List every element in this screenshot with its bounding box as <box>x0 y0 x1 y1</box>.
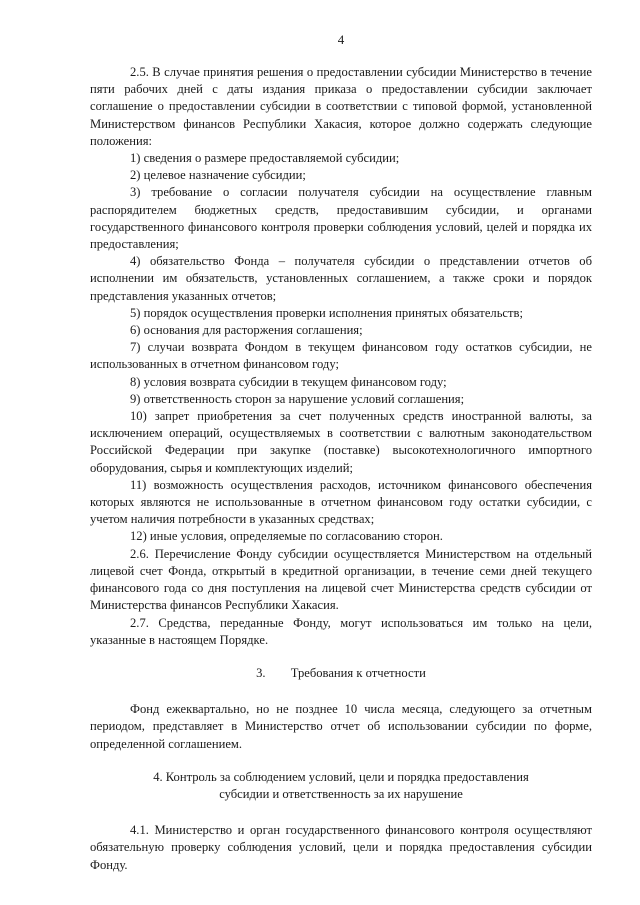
section-3-heading: 3. Требования к отчетности <box>256 665 426 680</box>
list-item-1: 1) сведения о размере предоставляемой субсидии; <box>130 151 400 166</box>
list-item-5: 5) порядок осуществления проверки исполнения принятых обязательств; <box>130 305 523 320</box>
list-item-2: 2) целевое назначение субсидии; <box>130 168 306 183</box>
list-item-4: 4) обязательство Фонда – получателя субсидии о представлении отчетов об исполнении им обязательств, установленных соглашением, а также сроки и порядок представления указанных отчетов; <box>90 254 592 303</box>
list-item-10: 10) запрет приобретения за счет полученных средств иностранной валюты, за исключением операций, осуществляемых в соответствии с валютным законодательством Российской Федерации при закупке (поставке) высокотехнологичного импортного оборудования, сырья и комплектующих изделий; <box>90 409 592 475</box>
section-4-heading-line-1: 4. Контроль за соблюдением условий, цели и порядка предоставления <box>153 769 529 784</box>
list-item-6: 6) основания для расторжения соглашения; <box>130 323 363 338</box>
list-item-7: 7) случаи возврата Фондом в текущем финансовом году остатков субсидии, не использованных в отчетном финансовом году; <box>90 340 592 372</box>
paragraph-2-5: 2.5. В случае принятия решения о предоставлении субсидии Министерство в течение пяти рабочих дней с даты издания приказа о предоставлении субсидии заключает соглашение о предоставлении субсидии в соответствии с типовой формой, установленной Министерством финансов Республики Хакасия, которое должно содержать следующие положения: <box>90 65 592 148</box>
list-item-8: 8) условия возврата субсидии в текущем финансовом году; <box>130 374 447 389</box>
document-body <box>90 64 592 874</box>
document-page <box>90 0 592 905</box>
paragraph-2-6: 2.6. Перечисление Фонду субсидии осуществляется Министерством на отдельный лицевой счет Фонда, открытый в кредитной организации, в течение семи дней текущего финансового года со дня поступления на лицевой счет Министерства средств субсидии от Министерства финансов Республики Хакасия. <box>90 546 592 613</box>
paragraph-2-7: 2.7. Средства, переданные Фонду, могут использоваться им только на цели, указанные в настоящем Порядке. <box>90 615 592 647</box>
list-item-9: 9) ответственность сторон за нарушение условий соглашения; <box>130 391 465 406</box>
section-4-heading-line-2: субсидии и ответственность за их нарушение <box>219 786 463 801</box>
section-4-heading <box>90 769 592 803</box>
page-number: 4 <box>337 32 345 47</box>
list-item-12: 12) иные условия, определяемые по согласованию сторон. <box>130 529 443 544</box>
list-item-11: 11) возможность осуществления расходов, источником финансового обеспечения которых являются не использованные в отчетном финансовом году остатки субсидии, с учетом наличия потребности в указанных средствах; <box>90 477 592 527</box>
section-3-text: Фонд ежеквартально, но не позднее 10 числа месяца, следующего за отчетным периодом, представляет в Министерство отчет об использовании субсидии по форме, определенной соглашением. <box>90 702 592 751</box>
list-item-3: 3) требование о согласии получателя субсидии на осуществление главным распорядителем бюджетных средств, предоставившим субсидии, и органами государственного финансового контроля проверки соблюдения условий, целей и порядка их предоставления; <box>90 185 592 252</box>
section-4-text: 4.1. Министерство и орган государственного финансового контроля осуществляют обязательную проверку соблюдения условий, цели и порядка предоставления субсидии Фонду. <box>90 823 592 872</box>
